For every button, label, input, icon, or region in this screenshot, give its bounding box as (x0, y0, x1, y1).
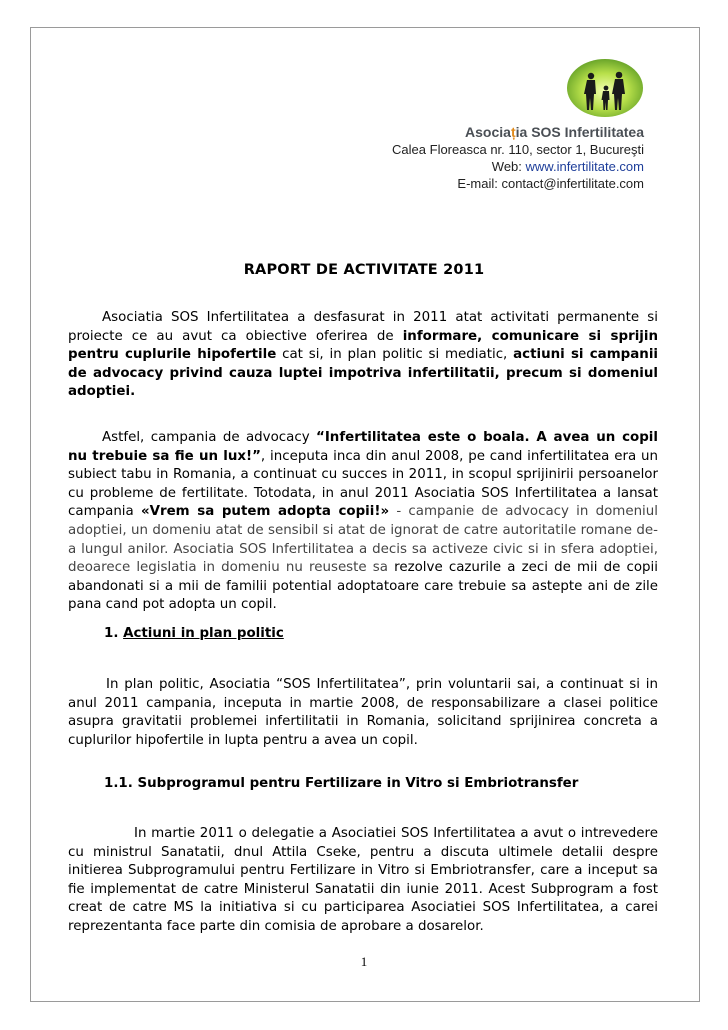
intro-paragraph: Asociatia SOS Infertilitatea a desfasurat in 2011 atat activitati permanente si proiecte ce au avut ca obiective oferirea de informare, comunicare si sprijin pentru cuplurile hipofertile cat si, in plan politic si mediatic, actiuni si campanii de advocacy privind cauza luptei impotriva infertilitatii, precum si domeniul adoptiei. (68, 310, 658, 400)
campaign-paragraph: Astfel, campania de advocacy “Infertilitatea este o boala. A avea un copil nu trebuie sa fie un lux!”, inceputa inca din anul 2008, pe cand infertilitatea era un subiect tabu in Romania, a continuat cu succes in 2011, in scopul sprijinirii persoanelor cu probleme de fertilitate. Totodata, in anul 2011 Asociatia SOS Infertilitatea a lansat campania «Vrem sa putem adopta copii!» - campanie de advocacy in domeniul adoptiei, un domeniu atat de sensibil si atat de ignorat de catre autoritatile romane de-a lungul anilor. Asociatia SOS Infertilitatea a decis sa activeze civic si in sfera adoptiei, deoarece legislatia in domeniu nu reuseste sa rezolve cazurile a zeci de mii de copii abandonati si a mii de familii potential adoptatoare care trebuie sa astepte ani de zile pana cand pot adopta un copil. (68, 430, 658, 613)
section-1-1-heading: 1.1. Subprogramul pentru Fertilizare in Vitro si Embriotransfer (104, 776, 579, 791)
organization-name: Asociația SOS Infertilitatea (465, 124, 644, 140)
letterhead (392, 124, 644, 192)
section-1-heading: 1. Actiuni in plan politic (104, 626, 284, 641)
email-line: E-mail: contact@infertilitate.com (457, 176, 644, 191)
family-logo-icon (566, 58, 644, 118)
document-title: RAPORT DE ACTIVITATE 2011 (243, 262, 485, 278)
web-line: Web: www.infertilitate.com (491, 159, 644, 174)
website-link[interactable]: www.infertilitate.com (525, 159, 644, 174)
page-number: 1 (360, 954, 368, 969)
address-line: Calea Floreasca nr. 110, sector 1, Bucureşti (392, 142, 644, 157)
section-1-paragraph: In plan politic, Asociatia “SOS Infertilitatea”, prin voluntarii sai, a continuat si in anul 2011 campania, inceputa in martie 2008, de responsabilizare a clasei politice asupra gravitatii problemei infertilitatii in Romania, solicitand sprijinirea concreta a cuplurilor hipofertile in lupta pentru a avea un copil. (68, 677, 658, 748)
section-1-1-paragraph: In martie 2011 o delegatie a Asociatiei SOS Infertilitatea a avut o intrevedere cu ministrul Sanatatii, dnul Attila Cseke, pentru a discuta ultimele detalii despre initierea Subprogramului pentru Fertilizare in Vitro si Embriotransfer, care a inceput sa fie implementat de catre Ministerul Sanatatii din iunie 2011. Acest Subprogram a fost creat de catre MS la initiativa si cu participarea Asociatiei SOS Infertilitatea, a carei reprezentanta face parte din comisia de aprobare a dosarelor. (68, 826, 658, 934)
